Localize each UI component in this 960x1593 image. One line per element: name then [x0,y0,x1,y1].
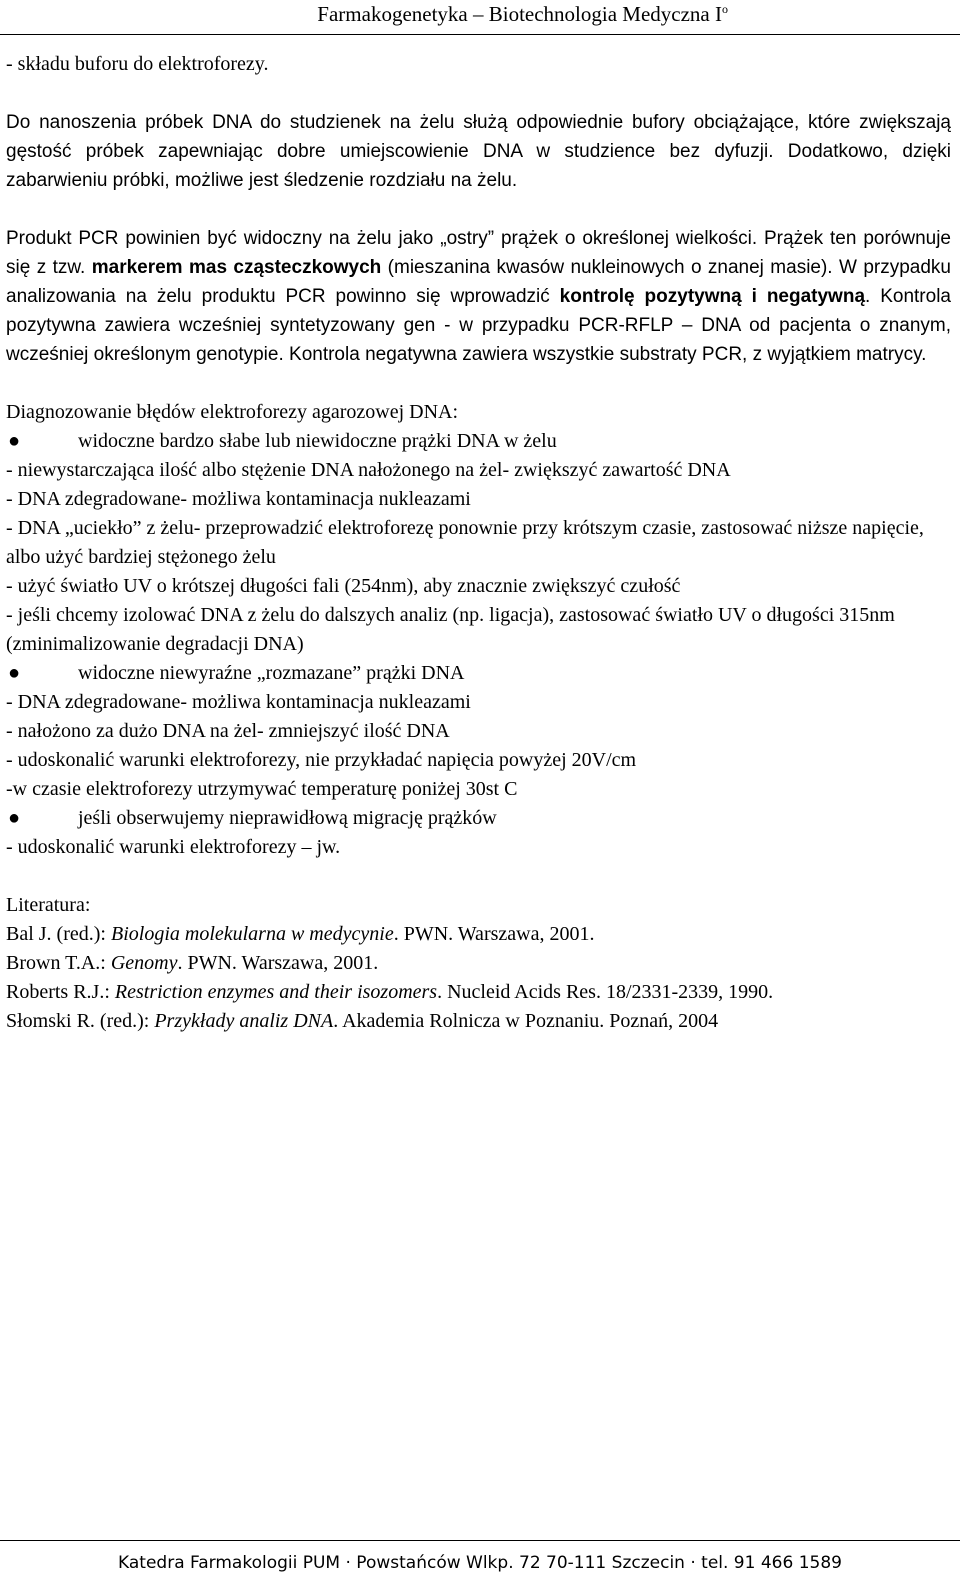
list-item: - jeśli chcemy izolować DNA z żelu do dalszych analiz (np. ligacja), zastosować światło UV o długości 315nm (zminimalizowanie degradacji DNA) [6,604,895,655]
page-footer [0,1540,960,1573]
bold-controls: kontrolę pozytywną i negatywną [559,286,866,307]
footer-text: Katedra Farmakologii PUM · Powstańców Wlkp. 72 70-111 Szczecin · tel. 91 466 1589 [118,1553,842,1573]
bullet-icon: ● [8,662,21,684]
intro-line: - składu buforu do elektroforezy. [6,53,269,75]
diagnosis-title: Diagnozowanie błędów elektroforezy agarozowej DNA: [6,401,459,423]
bullet-text: widoczne bardzo słabe lub niewidoczne prążki DNA w żelu [78,430,557,452]
bullet-smeared-bands [6,659,951,688]
bullet-icon: ● [8,807,21,829]
header-title: Farmakogenetyka – Biotechnologia Medyczna $I^o$ [317,2,728,26]
list-item: -w czasie elektroforezy utrzymywać temperaturę poniżej 30st C [6,778,518,800]
page-header [0,0,960,35]
reference-item: Bal J. (red.): Biologia molekularna w medycynie. PWN. Warszawa, 2001. [6,923,595,945]
list-item: - DNA zdegradowane- możliwa kontaminacja nukleazami [6,488,471,510]
list-item: - DNA „uciekło” z żelu- przeprowadzić elektroforezę ponownie przy krótszym czasie, zastosować niższe napięcie, albo użyć bardziej stężonego żelu [6,517,924,568]
list-item: - udoskonalić warunki elektroforezy – jw. [6,836,341,858]
list-item: - udoskonalić warunki elektroforezy, nie przykładać napięcia powyżej 20V/cm [6,749,637,771]
bullet-weak-bands [6,427,951,456]
document-body [6,50,951,1036]
header-sup: o [722,2,728,16]
reference-item: Roberts R.J.: Restriction enzymes and their isozomers. Nucleid Acids Res. 18/2331-2339, 1990. [6,981,774,1003]
list-item: - DNA zdegradowane- możliwa kontaminacja nukleazami [6,691,471,713]
bullet-abnormal-migration [6,804,951,833]
reference-item: Słomski R. (red.): Przykłady analiz DNA. Akademia Rolnicza w Poznaniu. Poznań, 2004 [6,1010,719,1032]
bullet-icon: ● [8,430,21,452]
list-item: - niewystarczająca ilość albo stężenie DNA nałożonego na żel- zwiększyć zawartość DNA [6,459,731,481]
bold-molecular-marker: markerem mas cząsteczkowych [91,257,382,278]
reference-item: Brown T.A.: Genomy. PWN. Warszawa, 2001. [6,952,379,974]
list-item: - nałożono za dużo DNA na żel- zmniejszyć ilość DNA [6,720,450,742]
literature-title: Literatura: [6,894,91,916]
list-item: - użyć światło UV o krótszej długości fali (254nm), aby znacznie zwiększyć czułość [6,575,681,597]
paragraph-pcr-product: Produkt PCR powinien być widoczny na żelu jako „ostry” prążek o określonej wielkości. Prążek ten porównuje się z tzw. markerem mas cząsteczkowych (mieszanina kwasów nukleinowych o znanej masie). W przypadku analizowania na żelu produktu PCR powinno się wprowadzić kontrolę pozytywną i negatywną. Kontrola pozytywna zawiera wcześniej syntetyzowany gen - w przypadku PCR-RFLP – DNA od pacjenta o znanym, wcześniej określonym genotypie. Kontrola negatywna zawiera wszystkie substraty PCR, z wyjątkiem matrycy. [6,228,951,365]
bullet-text: widoczne niewyraźne „rozmazane” prążki DNA [78,662,465,684]
bullet-text: jeśli obserwujemy nieprawidłową migrację prążków [78,807,497,829]
paragraph-loading-buffers: Do nanoszenia próbek DNA do studzienek na żelu służą odpowiednie bufory obciążające, które zwiększają gęstość próbek zapewniając dobre umiejscowienie DNA w studzience bez dyfuzji. Dodatkowo, dzięki zabarwieniu próbki, możliwe jest śledzenie rozdziału na żelu. [6,112,951,191]
